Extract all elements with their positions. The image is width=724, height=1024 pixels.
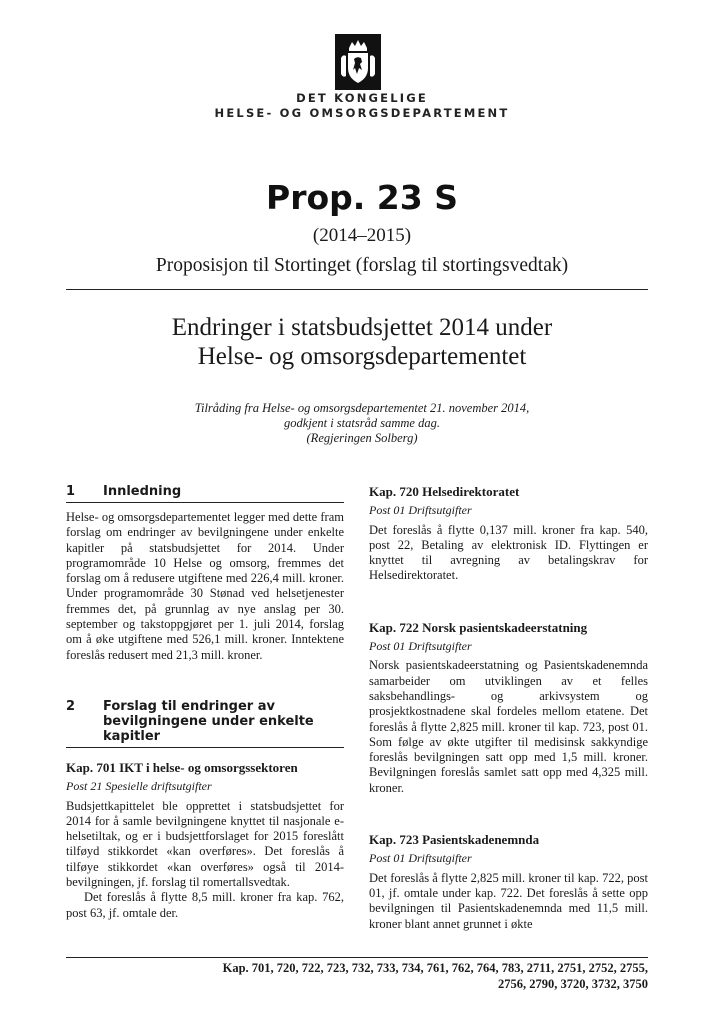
- section-title-line: Forslag til endringer av: [103, 698, 275, 714]
- chapter-list-footer: [48, 960, 648, 992]
- chapter-heading: Kap. 723 Pasientskadenemnda: [369, 832, 540, 848]
- chapter-text: Det foreslås å flytte 2,825 mill. kroner til kap. 722, post 01, jf. omtale under kap. 722. Det foreslås å sette opp bevilgningen til Pasientskadenemnda med 11,5 mill. kroner blant annet grunnet i økte: [369, 870, 648, 931]
- section-title-line: bevilgningene under enkelte: [103, 713, 314, 729]
- document-title-line2: Helse- og omsorgsdepartementet: [197, 343, 527, 370]
- footer-line1: Kap. 701, 720, 722, 723, 732, 733, 734, 761, 762, 764, 783, 2711, 2751, 2752, 2755,: [222, 961, 648, 975]
- chapter-text: Det foreslås å flytte 0,137 mill. kroner fra kap. 540, post 22, Betaling av elektronisk ID. Flyttingen er knyttet til avregning av betalingskrav for Helsedirektoratet.: [369, 522, 648, 583]
- right-column: [369, 484, 648, 932]
- post-heading: Post 01 Driftsutgifter: [369, 639, 472, 654]
- section-title: [103, 699, 314, 744]
- coat-of-arms-icon: [335, 34, 381, 90]
- approval-note: [0, 401, 724, 446]
- chapter-text: Norsk pasientskadeerstatning og Pasientskadenemnda samarbeider om utviklingen av et felles saksbehandlings- og arkivsystem og prosjektkostnadene skal fordeles mellom etatene. Det foreslås å flytte 2,825 mill. kroner til kap. 723, post 01. Som følge av økte utgifter til medisinsk sakkyndige foreslås bevilgningen satt opp med 1,5 mill. kroner. Bevilgningen foreslås samlet satt opp med 4,325 mill. kroner.: [369, 658, 648, 795]
- approval-line3: (Regjeringen Solberg): [306, 431, 418, 445]
- post-heading: Post 01 Driftsutgifter: [369, 851, 472, 866]
- approval-line2: godkjent i statsråd samme dag.: [284, 416, 440, 430]
- footer-divider: [66, 957, 648, 958]
- section-1-heading: [66, 484, 344, 503]
- post-heading: Post 21 Spesielle driftsutgifter: [66, 779, 212, 794]
- session-year: (2014–2015): [312, 225, 412, 246]
- section-number: 1: [66, 484, 76, 499]
- section-2-heading: [66, 699, 344, 748]
- approval-line1: Tilråding fra Helse- og omsorgsdepartementet 21. november 2014,: [194, 401, 530, 415]
- section-number: 2: [66, 698, 76, 714]
- document-title-line1: Endringer i statsbudsjettet 2014 under: [171, 314, 553, 341]
- chapter-heading: Kap. 722 Norsk pasientskadeerstatning: [369, 619, 588, 635]
- department-name-line1: DET KONGELIGE: [296, 91, 428, 105]
- chapter-text: Budsjettkapittelet ble opprettet i statsbudsjettet for 2014 for å samle bevilgningene knyttet til nasjonale e-helsetiltak, og er i budsjettforslaget for 2015 foreslått tilføyd stikkordet «kan overføres». Det foreslås å tilføye stikkordet «kan overføres» også til 2014-bevilgningen, jf. forslag til romertallsvedtak.: [66, 798, 344, 890]
- left-column: [66, 484, 344, 921]
- section-title-line: kapitler: [103, 728, 161, 744]
- chapter-heading: Kap. 701 IKT i helse- og omsorgssektoren: [66, 759, 298, 775]
- proposition-subtitle: Proposisjon til Stortinget (forslag til stortingsvedtak): [155, 255, 569, 276]
- department-name-line2: HELSE- OG OMSORGSDEPARTEMENT: [214, 106, 510, 120]
- footer-line2: 2756, 2790, 3720, 3732, 3750: [498, 977, 648, 991]
- title-divider: [66, 289, 648, 290]
- chapter-heading: Kap. 720 Helsedirektoratet: [369, 484, 520, 499]
- chapter-text: Det foreslås å flytte 8,5 mill. kroner fra kap. 762, post 63, jf. omtale der.: [66, 890, 344, 920]
- section-title: Innledning: [103, 484, 182, 499]
- document-title: [0, 313, 724, 371]
- proposition-number: Prop. 23 S: [266, 178, 458, 217]
- post-heading: Post 01 Driftsutgifter: [369, 503, 472, 518]
- section-1-text: Helse- og omsorgsdepartementet legger med dette fram forslag om endringer av bevilgningene under enkelte kapitler på statsbudsjettet for 2014. Under programområde 10 Helse og omsorg, fremmes det forslag om å redusere utgiftene med 226,4 mill. kroner. Under programområde 30 Stønad ved helsetjenester fremmes det, på grunnlag av nye anslag per 30. september og takstoppgjøret per 1. juli 2014, forslag om å øke utgiftene med 526,1 mill. kroner. Inntektene foreslås redusert med 21,3 mill. kroner.: [66, 510, 344, 662]
